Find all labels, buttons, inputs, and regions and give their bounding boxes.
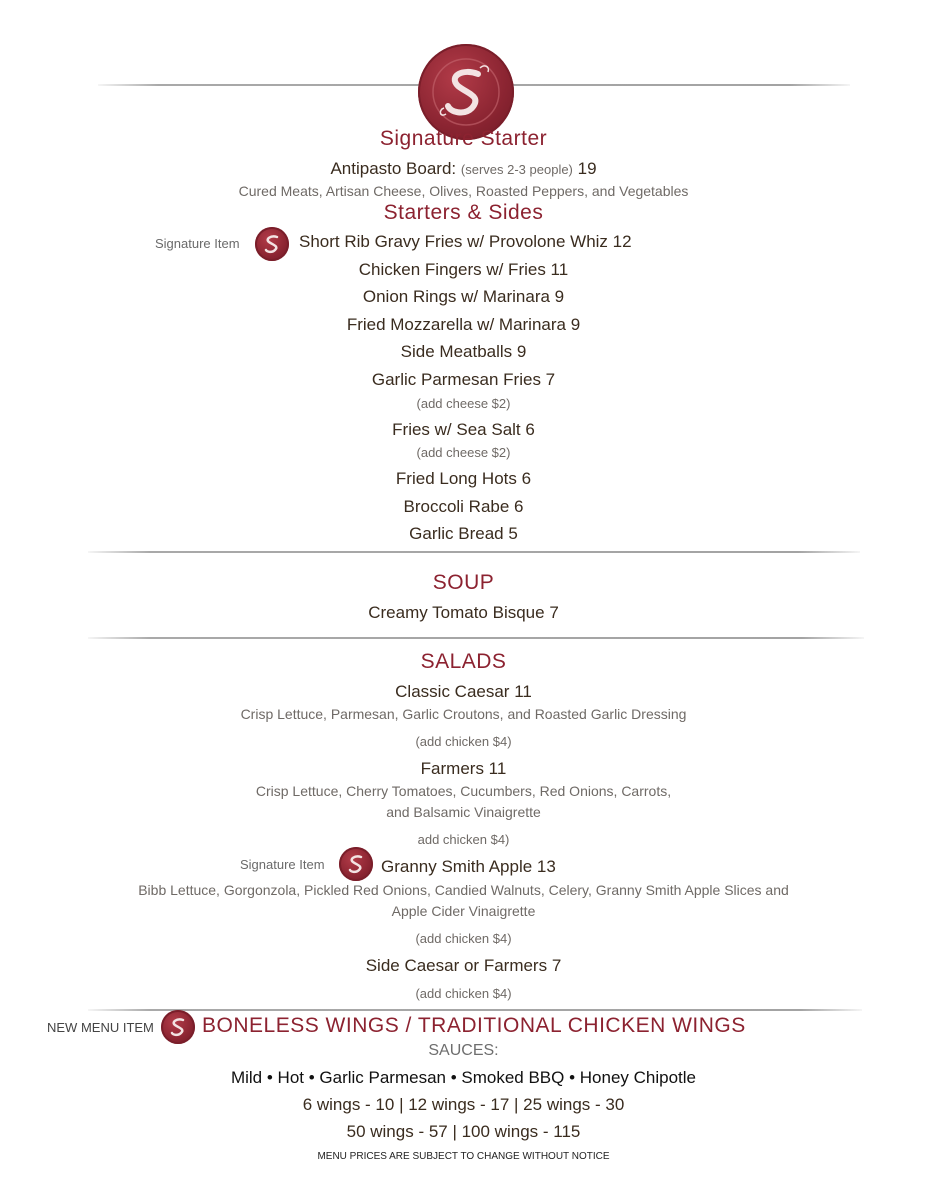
salad-item: Side Caesar or Farmers 7: [365, 956, 562, 975]
starter-item: Fried Mozzarella w/ Marinara 9: [346, 315, 581, 334]
wax-seal-logo-icon: [418, 44, 514, 140]
signature-starter-heading: Signature Starter: [379, 127, 548, 150]
salad-description: Crisp Lettuce, Parmesan, Garlic Croutons, and Roasted Garlic Dressing: [240, 706, 687, 722]
section-divider: [88, 551, 860, 553]
wax-seal-logo-icon: [339, 847, 373, 881]
wax-seal-logo-icon: [161, 1010, 195, 1044]
antipasto-price: 19: [577, 159, 597, 178]
starter-item: Chicken Fingers w/ Fries 11: [358, 260, 569, 279]
starter-addon: (add cheese $2): [416, 445, 511, 460]
starter-item: Fried Long Hots 6: [395, 469, 532, 488]
section-divider: [88, 637, 864, 639]
starter-item: Onion Rings w/ Marinara 9: [362, 287, 565, 306]
salad-addon: add chicken $4): [417, 832, 510, 847]
signature-salad-item: Granny Smith Apple 13: [381, 857, 556, 876]
signature-item-label: Signature Item: [240, 857, 325, 872]
sauces-label: SAUCES:: [428, 1042, 499, 1059]
starter-item: Fries w/ Sea Salt 6: [392, 420, 535, 439]
wing-prices-row: 50 wings - 57 | 100 wings - 115: [346, 1122, 581, 1141]
salad-addon: (add chicken $4): [415, 931, 512, 946]
soup-heading: SOUP: [432, 571, 495, 594]
starter-addon: (add cheese $2): [416, 396, 511, 411]
salad-description: and Balsamic Vinaigrette: [386, 804, 541, 820]
starter-item: Garlic Bread 5: [409, 524, 518, 543]
antipasto-name: Antipasto Board:: [330, 159, 457, 178]
salad-description: Bibb Lettuce, Gorgonzola, Pickled Red Onions, Candied Walnuts, Celery, Granny Smith Apple Slices and: [138, 882, 789, 898]
sauces-list: Mild • Hot • Garlic Parmesan • Smoked BBQ • Honey Chipotle: [230, 1068, 697, 1087]
starter-item: Broccoli Rabe 6: [403, 497, 524, 516]
antipasto-description: Cured Meats, Artisan Cheese, Olives, Roasted Peppers, and Vegetables: [238, 183, 689, 199]
soup-item: Creamy Tomato Bisque 7: [368, 603, 559, 622]
signature-item-label: Signature Item: [155, 236, 240, 251]
section-divider: [88, 1009, 862, 1011]
signature-starter-item: Short Rib Gravy Fries w/ Provolone Whiz 12: [299, 232, 632, 251]
salad-item: Farmers 11: [420, 759, 507, 778]
salads-heading: SALADS: [420, 650, 507, 673]
wing-prices-row: 6 wings - 10 | 12 wings - 17 | 25 wings - 30: [302, 1095, 625, 1114]
salad-item: Classic Caesar 11: [395, 682, 532, 701]
antipasto-line: [0, 159, 927, 179]
salad-addon: (add chicken $4): [415, 986, 512, 1001]
starters-heading: Starters & Sides: [383, 201, 544, 224]
starter-item: Side Meatballs 9: [400, 342, 527, 361]
starter-item: Garlic Parmesan Fries 7: [371, 370, 556, 389]
salad-description: Apple Cider Vinaigrette: [391, 903, 536, 919]
new-menu-item-label: NEW MENU ITEM: [47, 1020, 154, 1035]
wings-heading: BONELESS WINGS / TRADITIONAL CHICKEN WINGS: [202, 1014, 746, 1037]
salad-description: Crisp Lettuce, Cherry Tomatoes, Cucumbers, Red Onions, Carrots,: [255, 783, 672, 799]
salad-addon: (add chicken $4): [415, 734, 512, 749]
price-notice: MENU PRICES ARE SUBJECT TO CHANGE WITHOUT NOTICE: [317, 1151, 610, 1162]
antipasto-note: (serves 2-3 people): [460, 162, 573, 177]
wax-seal-logo-icon: [255, 227, 289, 261]
